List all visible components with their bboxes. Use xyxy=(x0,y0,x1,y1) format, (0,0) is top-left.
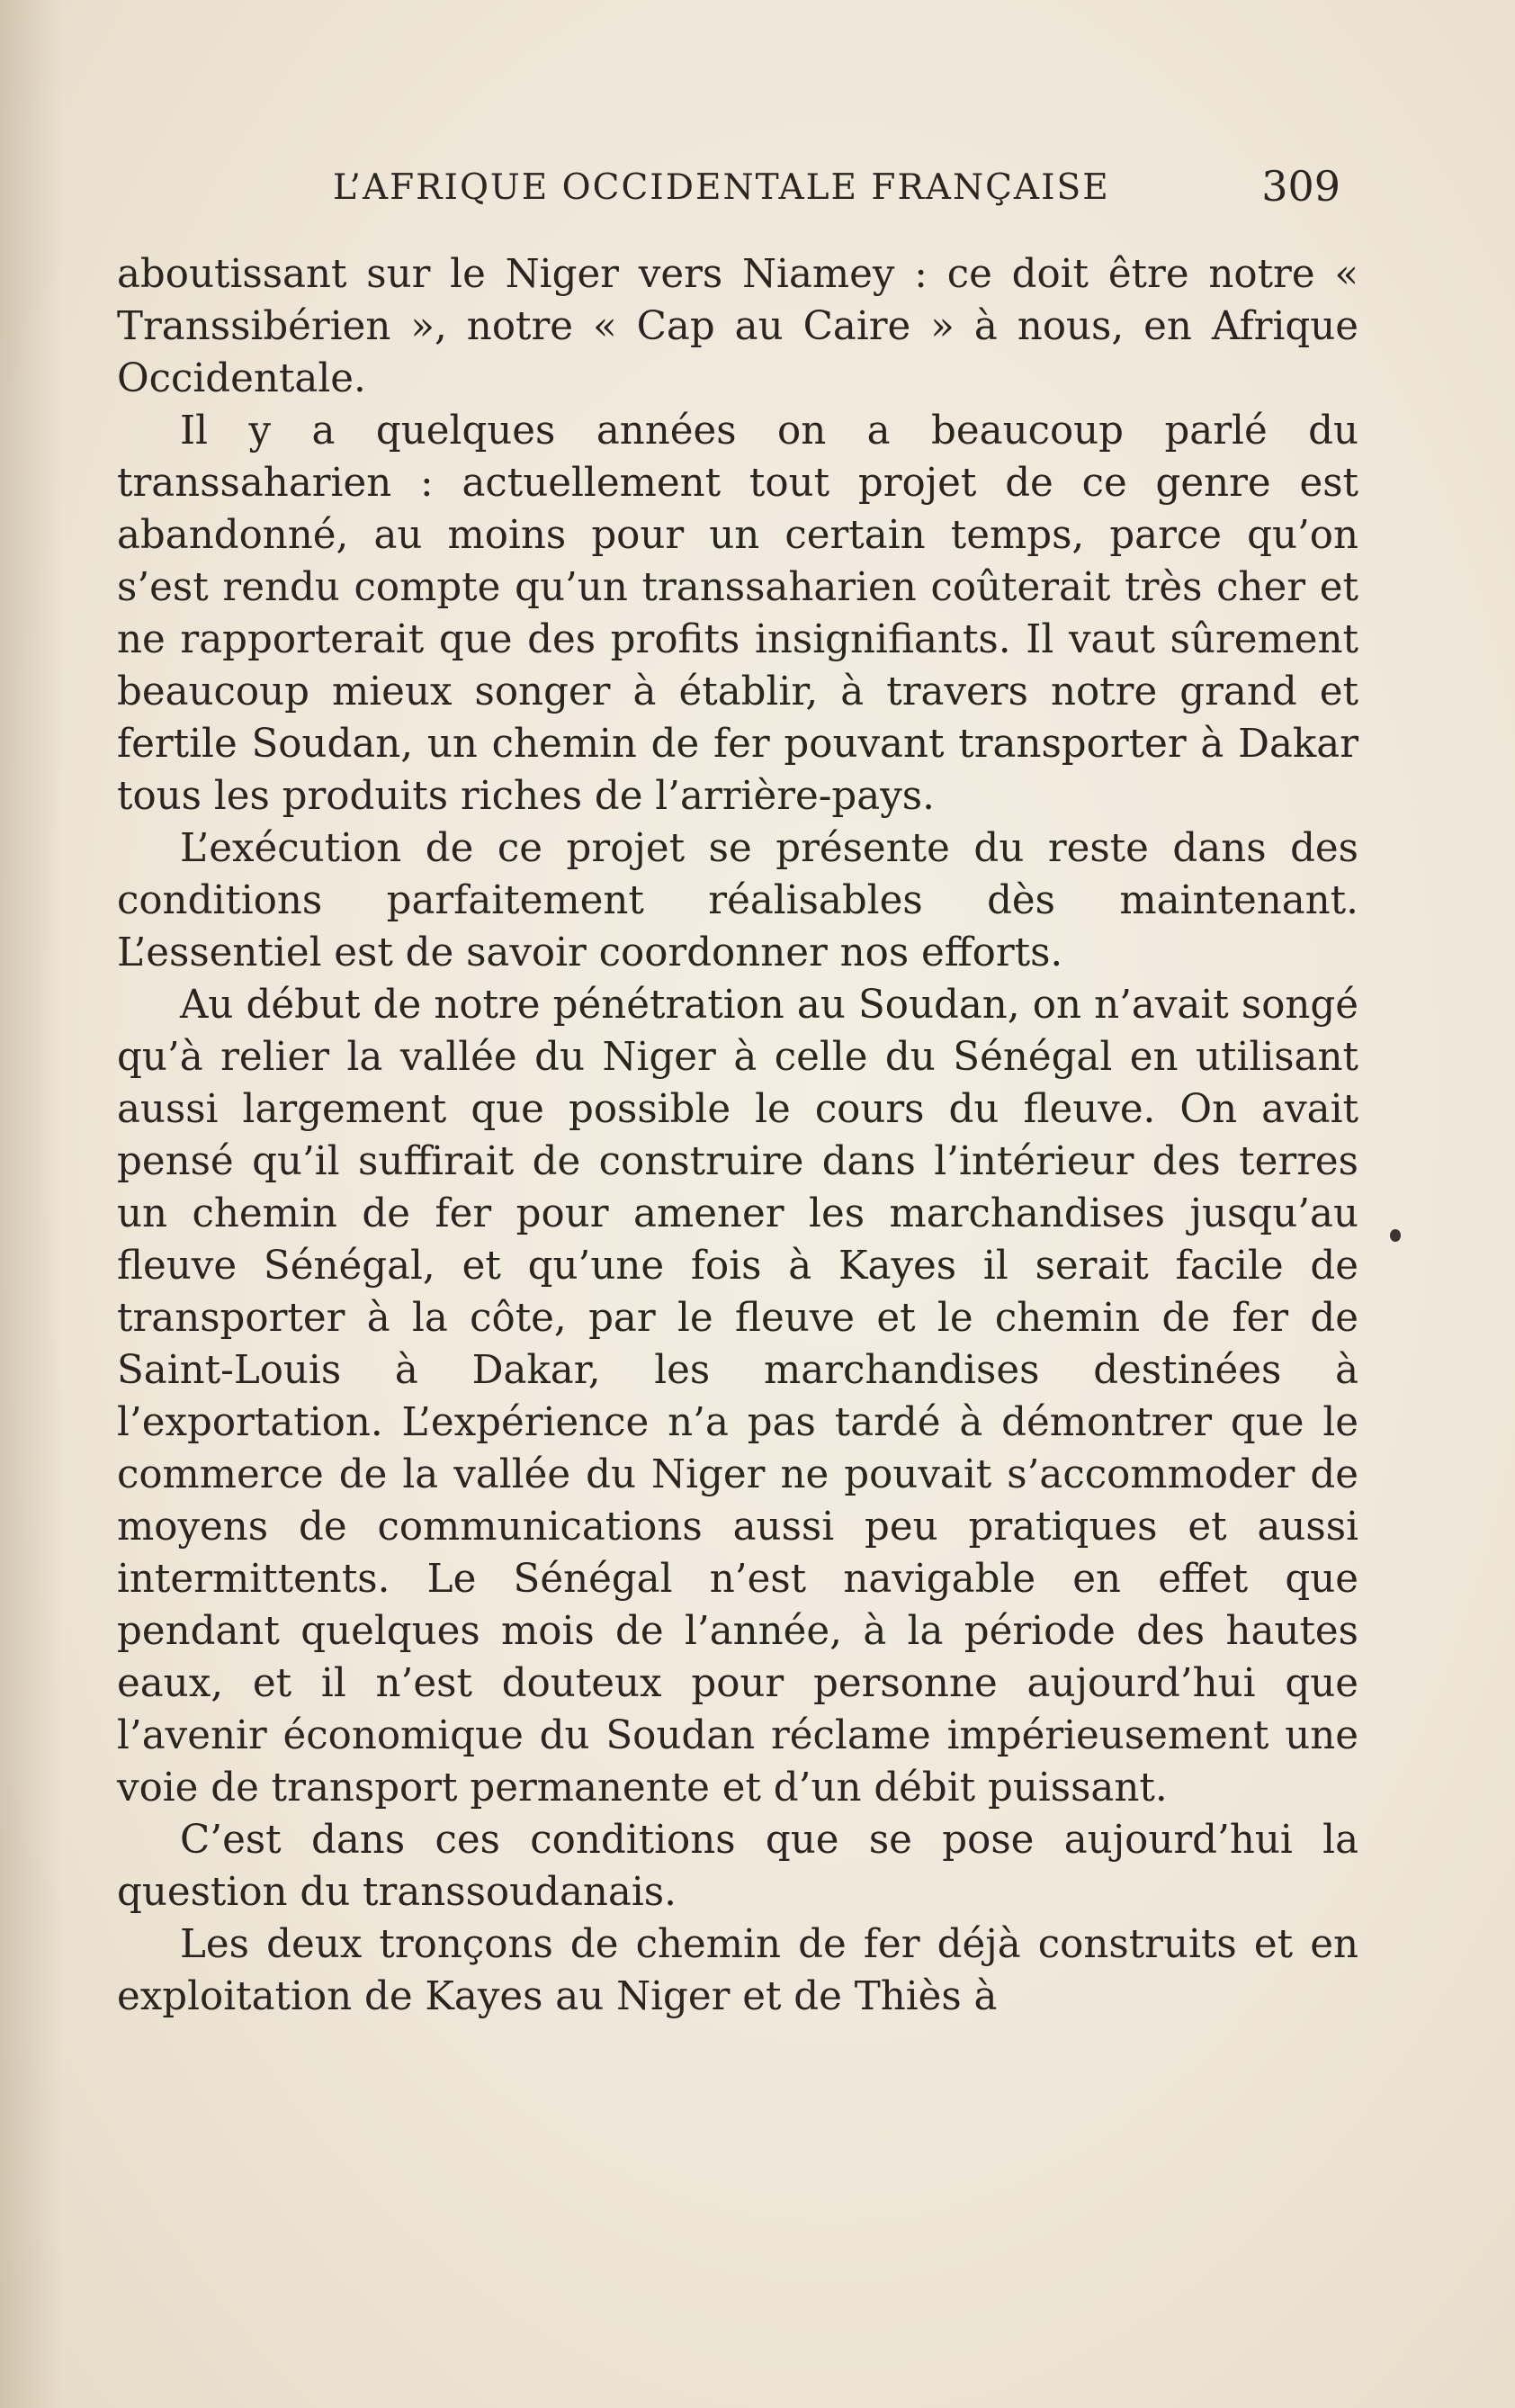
page-header xyxy=(117,158,1358,212)
page-number: 309 xyxy=(1261,162,1340,211)
paragraph-troncons: Les deux tronçons de chemin de fer déjà construits et en exploitation de Kayes au Niger et de Thiès à xyxy=(117,1922,1358,2019)
ink-spot xyxy=(1390,1229,1401,1242)
paragraph-penetration: Au début de notre pénétration au Soudan, on n’avait songé qu’à relier la vallée du Niger à celle du Sénégal en utilisant aussi largement que possible le cours du fleuve. On avait pensé qu’il suffirait de construire dans l’intérieur des terres un chemin de fer pour amener les marchandises jusqu’au fleuve Sénégal, et qu’une fois à Kayes il serait facile de transporter à la côte, par le fleuve et le chemin de fer de Saint-Louis à Dakar, les marchandises destinées à l’exportation. L’expérience n’a pas tardé à démontrer que le commerce de la vallée du Niger ne pouvait s’accommoder de moyens de communications aussi peu pratiques et aussi intermittents. Le Sénégal n’est navigable en effet que pendant quelques mois de l’année, à la période des hautes eaux, et il n’est douteux pour personne aujourd’hui que l’avenir économique du Soudan réclame impérieusement une voie de transport permanente et d’un débit puissant. xyxy=(117,983,1358,1810)
paragraph-transsoudanais: C’est dans ces conditions que se pose aujourd’hui la question du transsoudanais. xyxy=(117,1818,1358,1915)
body-text xyxy=(117,248,1358,2023)
paragraph-execution: L’exécution de ce projet se présente du reste dans des conditions parfaitement réalisables dès maintenant. L’essentiel est de savoir coordonner nos efforts. xyxy=(117,826,1358,975)
paragraph-continuation: aboutissant sur le Niger vers Niamey : ce doit être notre « Transsibérien », notre « Cap au Caire » à nous, en Afrique Occidentale. xyxy=(117,252,1358,401)
running-title: L’AFRIQUE OCCIDENTALE FRANÇAISE xyxy=(333,167,1110,208)
paragraph-transsaharien: Il y a quelques années on a beaucoup parlé du transsaharien : actuellement tout projet de ce genre est abandonné, au moins pour un certain temps, parce qu’on s’est rendu compte qu’un transsaharien coûterait très cher et ne rapporterait que des profits insignifiants. Il vaut sûrement beaucoup mieux songer à établir, à travers notre grand et fertile Soudan, un chemin de fer pouvant transporter à Dakar tous les produits riches de l’arrière-pays. xyxy=(117,409,1358,819)
spine-shadow xyxy=(0,0,63,2408)
